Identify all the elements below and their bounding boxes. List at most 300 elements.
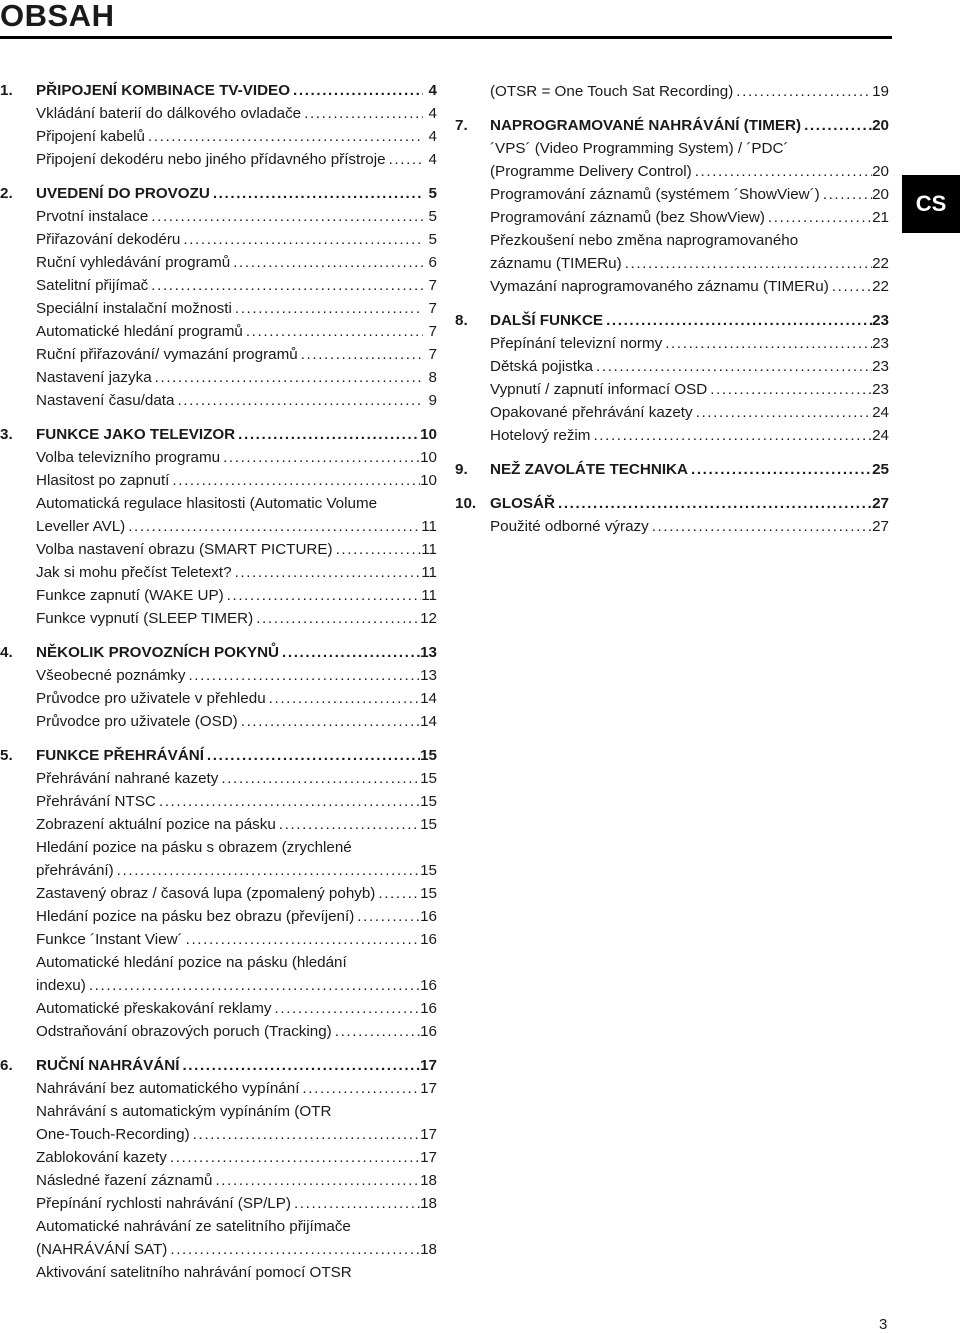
- dot-leader: [232, 561, 422, 584]
- dot-leader: [145, 125, 423, 148]
- toc-page-number: 8: [428, 369, 437, 386]
- toc-entry-line: Automatické nahrávání ze satelitního přijímače: [36, 1218, 351, 1235]
- section-heading-row: [455, 492, 893, 515]
- toc-right-column: [455, 80, 893, 549]
- section-heading[interactable]: [36, 423, 437, 446]
- dot-leader: [622, 252, 872, 275]
- section-heading-row: [0, 182, 441, 205]
- toc-page-number: 20: [872, 163, 889, 180]
- toc-entries: [36, 205, 437, 412]
- toc-entry-text: Nastavení času/data: [36, 392, 175, 409]
- toc-page-number: 7: [428, 323, 437, 340]
- toc-page-number: 16: [420, 908, 437, 925]
- toc-page-number: 4: [428, 128, 437, 145]
- toc-entry-text: Vypnutí / zapnutí informací OSD: [490, 381, 708, 398]
- toc-entry-line[interactable]: [36, 664, 437, 687]
- toc-entry-text: Funkce vypnutí (SLEEP TIMER): [36, 610, 254, 627]
- dot-leader: [235, 423, 420, 446]
- language-tab-label: CS: [915, 191, 947, 216]
- dot-leader: [148, 274, 423, 297]
- dot-leader: [272, 997, 421, 1020]
- toc-entry-text: Funkce ´Instant View´: [36, 931, 183, 948]
- section-heading[interactable]: [490, 458, 889, 481]
- toc-entry-text: Vkládání baterií do dálkového ovladače: [36, 105, 302, 122]
- section-number: 7.: [455, 117, 468, 134]
- section-heading-text: PŘIPOJENÍ KOMBINACE TV-VIDEO: [36, 82, 291, 99]
- toc-section: [0, 744, 441, 1043]
- toc-page-number: 15: [420, 862, 437, 879]
- toc-entry-line[interactable]: [36, 446, 437, 469]
- dot-leader: [218, 767, 420, 790]
- toc-entry-line[interactable]: [490, 515, 889, 538]
- toc-page-number: 21: [872, 209, 889, 226]
- toc-section: [455, 309, 893, 447]
- dot-leader: [820, 183, 872, 206]
- section-heading[interactable]: [36, 641, 437, 664]
- section-heading-body: [490, 458, 889, 481]
- dot-leader: [386, 148, 423, 171]
- section-heading-text: NAPROGRAMOVANÉ NAHRÁVÁNÍ (TIMER): [490, 117, 802, 134]
- toc-entry-line: Automatické hledání pozice na pásku (hledání: [36, 954, 347, 971]
- toc-page-number: 13: [420, 667, 437, 684]
- section-heading-body: [36, 1054, 437, 1077]
- toc-entry-text: Dětská pojistka: [490, 358, 593, 375]
- toc-entry-text: One-Touch-Recording): [36, 1126, 190, 1143]
- toc-entry-line[interactable]: [36, 882, 437, 905]
- dot-leader: [354, 905, 420, 928]
- toc-entry-line[interactable]: [36, 790, 437, 813]
- dot-leader: [152, 366, 423, 389]
- toc-section: [455, 458, 893, 481]
- section-heading[interactable]: [36, 1054, 437, 1077]
- toc-page-number: 22: [872, 278, 889, 295]
- toc-entry-text: Následné řazení záznamů: [36, 1172, 213, 1189]
- toc-page-number: 23: [872, 312, 889, 329]
- toc-entry-text: Prvotní instalace: [36, 208, 149, 225]
- dot-leader: [86, 974, 420, 997]
- toc-entry-line[interactable]: [36, 538, 437, 561]
- toc-page-number: 17: [420, 1080, 437, 1097]
- toc-page-number: 4: [428, 151, 437, 168]
- section-heading-text: FUNKCE JAKO TELEVIZOR: [36, 426, 236, 443]
- toc-page-number: 18: [420, 1241, 437, 1258]
- dot-leader: [156, 790, 420, 813]
- toc-section: [455, 80, 893, 103]
- toc-entry-line[interactable]: [36, 928, 437, 951]
- dot-leader: [167, 1238, 420, 1261]
- toc-entries: [36, 767, 437, 1043]
- section-number: 10.: [455, 495, 477, 512]
- section-heading-body: [490, 114, 889, 137]
- toc-entry-line[interactable]: [36, 767, 437, 790]
- toc-section: [0, 182, 441, 412]
- toc-entry-line[interactable]: [36, 584, 437, 607]
- toc-entry-text: Přepínání televizní normy: [490, 335, 663, 352]
- toc-entry-text: Odstraňování obrazových poruch (Tracking): [36, 1023, 332, 1040]
- toc-entry-text: Opakované přehrávání kazety: [490, 404, 693, 421]
- section-number: 8.: [455, 312, 468, 329]
- section-number: 3.: [0, 426, 13, 443]
- dot-leader: [266, 687, 420, 710]
- toc-entry-text: Průvodce pro uživatele v přehledu: [36, 690, 266, 707]
- toc-entry-text: Satelitní přijímač: [36, 277, 149, 294]
- dot-leader: [125, 515, 421, 538]
- toc-section: [0, 79, 441, 171]
- dot-leader: [220, 446, 420, 469]
- toc-page-number: 11: [421, 587, 437, 604]
- section-heading-body: [490, 309, 889, 332]
- dot-leader: [169, 469, 420, 492]
- toc-entry-line[interactable]: [490, 160, 889, 183]
- toc-entry-line[interactable]: [36, 515, 437, 538]
- dot-leader: [204, 744, 420, 767]
- toc-entry-text: Ruční vyhledávání programů: [36, 254, 231, 271]
- dot-leader: [174, 389, 423, 412]
- dot-leader: [167, 1146, 420, 1169]
- toc-entry-line[interactable]: [490, 275, 889, 298]
- toc-page-number: 7: [428, 277, 437, 294]
- toc-entry-line[interactable]: [36, 710, 437, 733]
- dot-leader: [253, 607, 420, 630]
- toc-entry-line[interactable]: [36, 561, 437, 584]
- section-heading-row: [0, 641, 441, 664]
- section-number: 2.: [0, 185, 13, 202]
- section-heading-body: [36, 744, 437, 767]
- toc-entry-text: Automatické přeskakování reklamy: [36, 1000, 272, 1017]
- toc-entry-text: Zobrazení aktuální pozice na pásku: [36, 816, 276, 833]
- toc-entry-line: Hledání pozice na pásku s obrazem (zrychlené: [36, 839, 352, 856]
- dot-leader: [649, 515, 872, 538]
- dot-leader: [603, 309, 872, 332]
- toc-entry-line[interactable]: [36, 905, 437, 928]
- toc-entry-text: Programování záznamů (bez ShowView): [490, 209, 765, 226]
- dot-leader: [733, 80, 872, 103]
- section-heading[interactable]: [490, 114, 889, 137]
- dot-leader: [301, 102, 423, 125]
- toc-page-number: 4: [428, 82, 437, 99]
- section-heading-row: [455, 458, 893, 481]
- section-heading[interactable]: [490, 309, 889, 332]
- toc-entry-line[interactable]: [36, 205, 437, 228]
- toc-page-number: 11: [421, 541, 437, 558]
- toc-entry-text: Zablokování kazety: [36, 1149, 167, 1166]
- toc-entry-text: Nahrávání bez automatického vypínání: [36, 1080, 300, 1097]
- toc-entry-text: Všeobecné poznámky: [36, 667, 186, 684]
- toc-entry-text: Zastavený obraz / časová lupa (zpomalený pohyb): [36, 885, 376, 902]
- section-heading-row: [455, 309, 893, 332]
- toc-page-number: 24: [872, 404, 889, 421]
- toc-entry-line[interactable]: [36, 1077, 437, 1100]
- section-heading[interactable]: [36, 79, 437, 102]
- dot-leader: [179, 1054, 420, 1077]
- toc-entry-line[interactable]: [36, 1238, 437, 1261]
- dot-leader: [333, 538, 422, 561]
- toc-page-number: 10: [420, 426, 437, 443]
- section-heading-text: GLOSÁŘ: [490, 495, 555, 512]
- toc-entry-line[interactable]: [490, 252, 889, 275]
- toc-entry-line[interactable]: [490, 206, 889, 229]
- dot-leader: [224, 584, 422, 607]
- toc-entry-text: Hlasitost po zapnutí: [36, 472, 170, 489]
- toc-page-number: 15: [420, 747, 437, 764]
- toc-entry-line[interactable]: [36, 813, 437, 836]
- dot-leader: [801, 114, 872, 137]
- toc-entry-line[interactable]: [36, 974, 437, 997]
- toc-entry-text: Přehrávání nahrané kazety: [36, 770, 219, 787]
- section-heading[interactable]: [36, 744, 437, 767]
- section-heading-row: [0, 423, 441, 446]
- toc-entry-text: Připojení kabelů: [36, 128, 145, 145]
- page-number: 3: [879, 1316, 888, 1333]
- toc-entry-line[interactable]: [36, 1146, 437, 1169]
- toc-entry-line: Aktivování satelitního nahrávání pomocí OTSR: [36, 1264, 352, 1281]
- page-title: OBSAH: [0, 0, 115, 33]
- toc-entry-line[interactable]: [36, 859, 437, 882]
- toc-section: [0, 1054, 441, 1284]
- toc-entry-text: Jak si mohu přečíst Teletext?: [36, 564, 232, 581]
- dot-leader: [148, 205, 423, 228]
- toc-entry-line[interactable]: [36, 102, 437, 125]
- toc-entry-text: Použité odborné výrazy: [490, 518, 649, 535]
- toc-page-number: 6: [428, 254, 437, 271]
- toc-page-number: 10: [420, 449, 437, 466]
- toc-entry-line[interactable]: [36, 1192, 437, 1215]
- toc-entry-line[interactable]: [490, 424, 889, 447]
- toc-entry-line[interactable]: [490, 80, 889, 103]
- dot-leader: [375, 882, 420, 905]
- dot-leader: [707, 378, 872, 401]
- section-heading-row: [0, 744, 441, 767]
- section-heading-row: [455, 114, 893, 137]
- section-number: 9.: [455, 461, 468, 478]
- toc-entry-line[interactable]: [36, 1020, 437, 1043]
- toc-entry-line[interactable]: [36, 607, 437, 630]
- toc-entry-text: Hotelový režim: [490, 427, 591, 444]
- toc-entry-text: (NAHRÁVÁNÍ SAT): [36, 1241, 168, 1258]
- dot-leader: [555, 492, 872, 515]
- toc-entry-text: Hledání pozice na pásku bez obrazu (převíjení): [36, 908, 355, 925]
- toc-page-number: 18: [420, 1172, 437, 1189]
- toc-page-number: 7: [428, 300, 437, 317]
- toc-page-number: 13: [420, 644, 437, 661]
- language-tab: [902, 175, 960, 233]
- toc-page-number: 15: [420, 770, 437, 787]
- toc-entries: [490, 332, 889, 447]
- toc-section: [455, 114, 893, 298]
- dot-leader: [332, 1020, 420, 1043]
- dot-leader: [183, 928, 420, 951]
- toc-page-number: 22: [872, 255, 889, 272]
- toc-entries: [490, 515, 889, 538]
- toc-entries: [490, 80, 889, 103]
- toc-page-number: 5: [428, 208, 437, 225]
- toc-left-column: [0, 79, 441, 1295]
- toc-entry-line: Přezkoušení nebo změna naprogramovaného: [490, 232, 799, 249]
- toc-entry-text: Leveller AVL): [36, 518, 126, 535]
- toc-page-number: 18: [420, 1195, 437, 1212]
- section-heading-text: FUNKCE PŘEHRÁVÁNÍ: [36, 747, 204, 764]
- toc-entry-line[interactable]: [36, 687, 437, 710]
- toc-page-number: 25: [872, 461, 889, 478]
- toc-page-number: 23: [872, 335, 889, 352]
- dot-leader: [210, 182, 423, 205]
- section-number: 5.: [0, 747, 13, 764]
- section-number: 1.: [0, 82, 13, 99]
- section-heading-text: NEŽ ZAVOLÁTE TECHNIKA: [490, 461, 688, 478]
- dot-leader: [279, 641, 420, 664]
- toc-entry-text: indexu): [36, 977, 86, 994]
- toc-entry-line[interactable]: [36, 320, 437, 343]
- toc-entry-text: (OTSR = One Touch Sat Recording): [490, 83, 734, 100]
- toc-entry-line[interactable]: [36, 366, 437, 389]
- toc-entry-line[interactable]: [36, 228, 437, 251]
- toc-entry-text: Automatické hledání programů: [36, 323, 243, 340]
- dot-leader: [298, 343, 423, 366]
- dot-leader: [593, 355, 872, 378]
- toc-entries: [36, 102, 437, 171]
- toc-page-number: 14: [420, 713, 437, 730]
- toc-entry-line[interactable]: [490, 378, 889, 401]
- dot-leader: [276, 813, 420, 836]
- toc-page-number: 14: [420, 690, 437, 707]
- toc-entry-line[interactable]: [36, 1123, 437, 1146]
- toc-entry-line[interactable]: [490, 183, 889, 206]
- toc-entry-line[interactable]: [36, 469, 437, 492]
- dot-leader: [230, 251, 423, 274]
- toc-page-number: 27: [872, 495, 889, 512]
- toc-entry-text: Funkce zapnutí (WAKE UP): [36, 587, 224, 604]
- toc-entry-text: Přepínání rychlosti nahrávání (SP/LP): [36, 1195, 291, 1212]
- toc-entry-line: ´VPS´ (Video Programming System) / ´PDC´: [490, 140, 789, 157]
- toc-entries: [36, 664, 437, 733]
- toc-page-number: 23: [872, 358, 889, 375]
- section-heading-body: [36, 79, 437, 102]
- toc-section: [0, 423, 441, 630]
- dot-leader: [692, 160, 872, 183]
- toc-page-number: 4: [428, 105, 437, 122]
- toc-page-number: 17: [420, 1126, 437, 1143]
- toc-entry-text: Speciální instalační možnosti: [36, 300, 232, 317]
- dot-leader: [662, 332, 872, 355]
- toc-entry-text: Programování záznamů (systémem ´ShowView´): [490, 186, 820, 203]
- toc-page-number: 16: [420, 977, 437, 994]
- toc-entry-text: záznamu (TIMERu): [490, 255, 622, 272]
- section-heading-body: [490, 492, 889, 515]
- toc-page-number: 15: [420, 793, 437, 810]
- dot-leader: [185, 664, 420, 687]
- toc-page-number: 23: [872, 381, 889, 398]
- toc-page-number: 5: [428, 231, 437, 248]
- toc-entry-line: Nahrávání s automatickým vypínáním (OTR: [36, 1103, 332, 1120]
- toc-page-number: 5: [428, 185, 437, 202]
- toc-entry-line[interactable]: [490, 401, 889, 424]
- section-heading[interactable]: [36, 182, 437, 205]
- toc-entry-text: přehrávání): [36, 862, 114, 879]
- toc-section: [0, 641, 441, 733]
- toc-page-number: 17: [420, 1149, 437, 1166]
- toc-page-number: 9: [428, 392, 437, 409]
- dot-leader: [290, 79, 423, 102]
- toc-entry-line[interactable]: [36, 297, 437, 320]
- toc-section: [455, 492, 893, 538]
- toc-entry-line[interactable]: [36, 148, 437, 171]
- toc-page-number: 15: [420, 885, 437, 902]
- section-heading-body: [36, 182, 437, 205]
- section-heading-text: RUČNÍ NAHRÁVÁNÍ: [36, 1057, 180, 1074]
- dot-leader: [829, 275, 872, 298]
- dot-leader: [238, 710, 420, 733]
- toc-page-number: 24: [872, 427, 889, 444]
- dot-leader: [693, 401, 872, 424]
- section-heading-row: [0, 79, 441, 102]
- dot-leader: [291, 1192, 420, 1215]
- toc-entry-line[interactable]: [36, 125, 437, 148]
- toc-entry-text: Vymazání naprogramovaného záznamu (TIMERu): [490, 278, 829, 295]
- section-heading-body: [36, 641, 437, 664]
- section-number: 4.: [0, 644, 13, 661]
- section-heading[interactable]: [490, 492, 889, 515]
- toc-entry-line[interactable]: [36, 251, 437, 274]
- toc-entry-text: Přiřazování dekodéru: [36, 231, 181, 248]
- toc-page-number: 15: [420, 816, 437, 833]
- toc-entry-line[interactable]: [490, 332, 889, 355]
- toc-page-number: 11: [421, 564, 437, 581]
- dot-leader: [180, 228, 423, 251]
- toc-page-number: 12: [420, 610, 437, 627]
- toc-page-number: 20: [872, 186, 889, 203]
- title-rule: [0, 36, 892, 39]
- toc-entry-text: Volba nastavení obrazu (SMART PICTURE): [36, 541, 333, 558]
- toc-entry-line[interactable]: [36, 274, 437, 297]
- dot-leader: [232, 297, 423, 320]
- toc-entry-line: Automatická regulace hlasitosti (Automatic Volume: [36, 495, 378, 512]
- toc-page-number: 10: [420, 472, 437, 489]
- toc-page-number: 27: [872, 518, 889, 535]
- section-heading-text: DALŠÍ FUNKCE: [490, 312, 604, 329]
- dot-leader: [590, 424, 872, 447]
- toc-entry-text: Volba televizního programu: [36, 449, 221, 466]
- toc-page-number: 11: [421, 518, 437, 535]
- toc-entry-line[interactable]: [36, 389, 437, 412]
- toc-entry-text: Průvodce pro uživatele (OSD): [36, 713, 238, 730]
- toc-page-number: 16: [420, 1000, 437, 1017]
- toc-entry-line[interactable]: [490, 355, 889, 378]
- toc-entry-line[interactable]: [36, 343, 437, 366]
- dot-leader: [190, 1123, 420, 1146]
- section-heading-text: UVEDENÍ DO PROVOZU: [36, 185, 210, 202]
- dot-leader: [212, 1169, 420, 1192]
- dot-leader: [299, 1077, 420, 1100]
- toc-entry-line[interactable]: [36, 1169, 437, 1192]
- toc-page-number: 16: [420, 1023, 437, 1040]
- toc-entry-text: (Programme Delivery Control): [490, 163, 692, 180]
- dot-leader: [243, 320, 423, 343]
- dot-leader: [765, 206, 872, 229]
- toc-page-number: 16: [420, 931, 437, 948]
- section-heading-text: NĚKOLIK PROVOZNÍCH POKYNŮ: [36, 644, 280, 661]
- toc-entries: [490, 137, 889, 298]
- toc-page-number: 20: [872, 117, 889, 134]
- section-heading-row: [0, 1054, 441, 1077]
- toc-page-number: 7: [428, 346, 437, 363]
- section-number: 6.: [0, 1057, 13, 1074]
- section-heading-body: [36, 423, 437, 446]
- toc-entry-line[interactable]: [36, 997, 437, 1020]
- dot-leader: [114, 859, 420, 882]
- toc-page-number: 17: [420, 1057, 437, 1074]
- toc-entry-text: Připojení dekodéru nebo jiného přídavného přístroje: [36, 151, 386, 168]
- dot-leader: [688, 458, 872, 481]
